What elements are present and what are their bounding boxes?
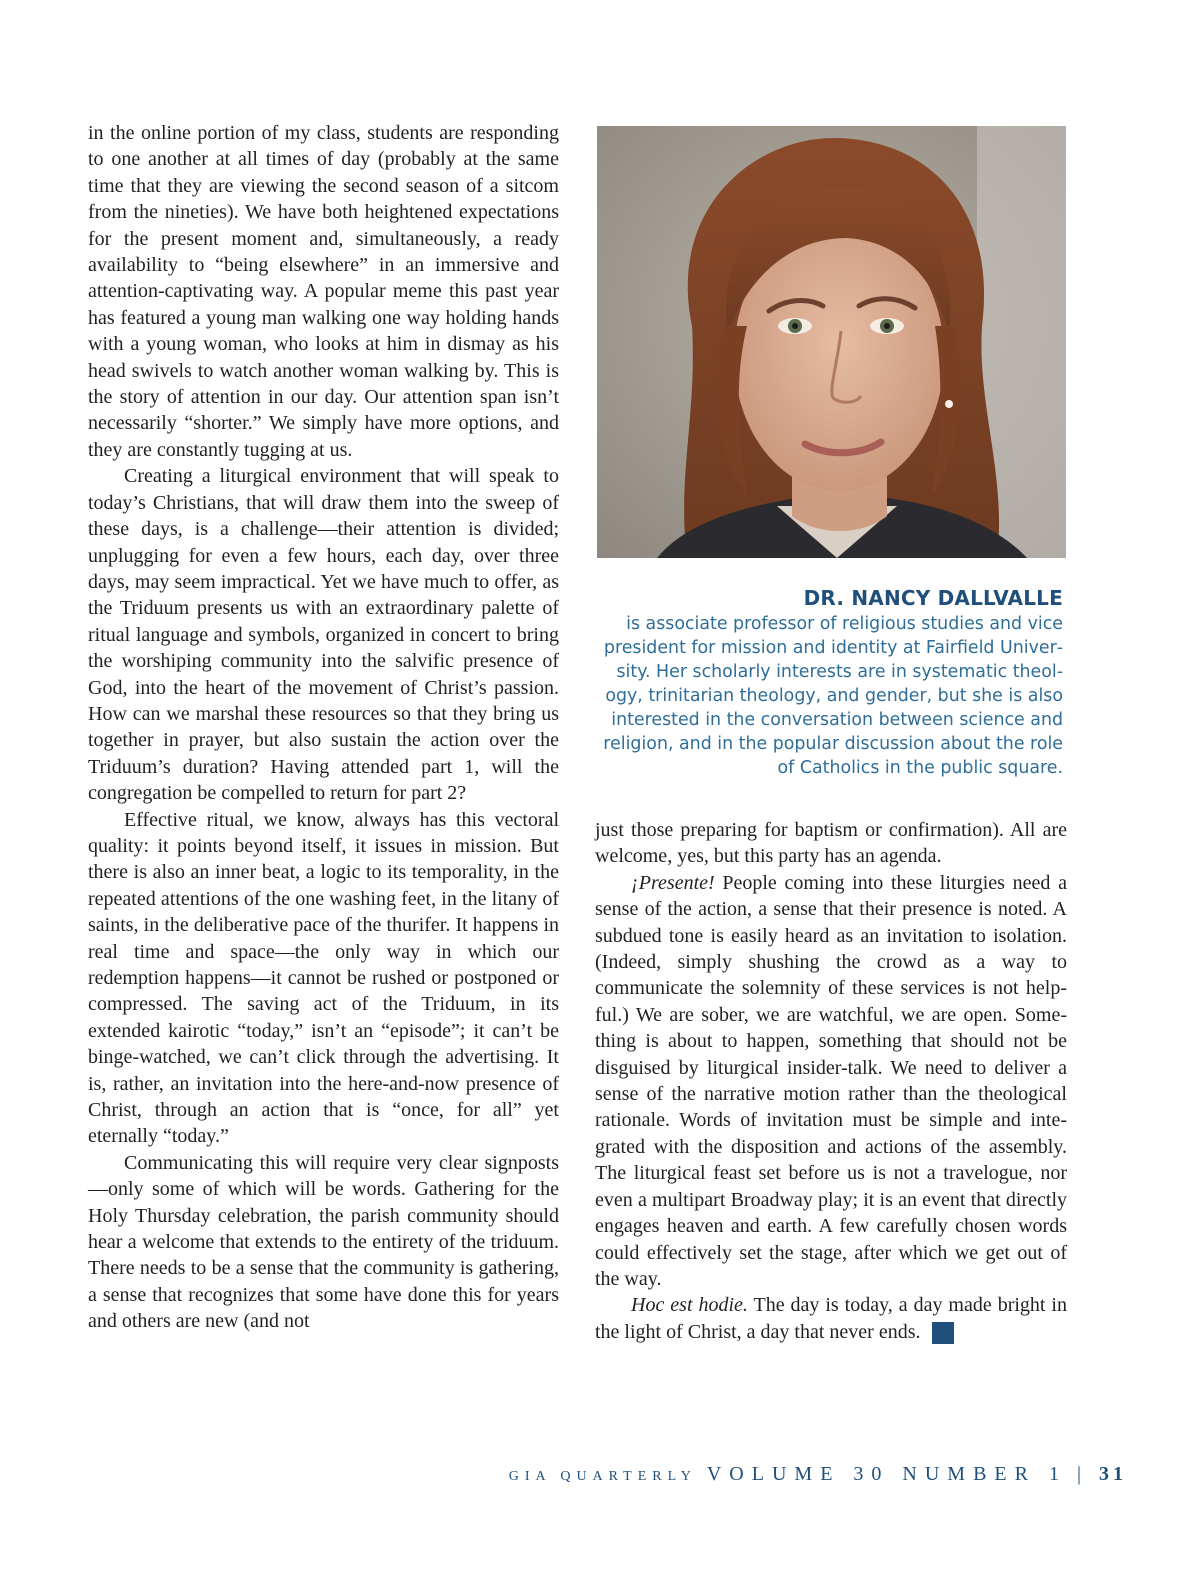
page-number: 31: [1099, 1463, 1127, 1485]
paragraph-body: People coming into these liturgies need a sense of the action, a sense that their presence is noted. A subdued tone is easily heard as an invitation to isolation. (Indeed, simply shushing the crowd as a way to communicate the solemnity of these services is not helpful.) We are sober, we are watchful, we are open. Something is about to happen, something that should not be disguised by liturgical insider-talk. We need to deliver a sense of the narrative motion rather than the theological rationale. Words of invitation must be simple and integrated with the disposition and actions of the assembly. The liturgical feast set before us is not a travelogue, nor even a multipart Broadway play; it is an event that directly engages heaven and earth. A few carefully chosen words could effectively set the stage, after which we get out of the way.: [595, 871, 1067, 1290]
footer-separator: |: [1076, 1463, 1081, 1485]
article-paragraph: in the online portion of my class, students are responding to one another at all times of day (probably at the same time that they are viewing the second season of a sitcom from the nineties). We have both heightened expectations for the present moment and, simultaneously, a ready availability to “being elsewhere” in an immersive and attention-captivating way. A popular meme this past year has featured a young man walking one way holding hands with a young woman, who looks at him in dismay as his head swivels to watch another woman walking by. This is the story of attention in our day. Our attention span isn’t necessarily “shorter.” We simply have more options, and they are constantly tugging at us.: [88, 122, 559, 461]
author-portrait-photo: [597, 126, 1066, 558]
article-paragraph: just those preparing for baptism or confirmation). All are welcome, yes, but this party has an agenda.: [595, 819, 1067, 868]
article-paragraph: Creating a liturgical environment that will speak to today’s Christians, that will draw them into the sweep of these days, is a challenge—their attention is divided; unplugging for even a few hours, each day, over three days, may seem impractical. Yet we have much to offer, as the Triduum presents us with an extraordinary palette of ritual language and symbols, organized in concert to bring the worshiping community into the salvific presence of God, into the heart of the movement of Christ’s passion. How can we marshal these resources so that they bring us together in prayer, but also sustain the action over the Triduum’s duration? Having attended part 1, will the congregation be compelled to return for part 2?: [88, 465, 559, 805]
page-footer: [509, 1463, 1127, 1486]
author-bio-caption: [597, 584, 1063, 780]
article-paragraph: Effective ritual, we know, always has this vectoral quality: it points beyond itself, it issues in mission. But there is also an inner beat, a logic to its temporality, in the repeated attentions of the one washing feet, in the litany of saints, in the deliberative pace of the thurifer. It happens in real time and space—the only way in which our redemption happens—it cannot be rushed or postponed or compressed. The saving act of the Triduum, in its extended kairotic “today,” isn’t an “episode”; it can’t be binge-watched, we can’t click through the advertising. It is, rather, an invitation into the here-and-now presence of Christ, through an action that is “once, for all” yet eternally “today.”: [88, 808, 559, 1148]
right-article-column: [595, 817, 1067, 1345]
article-paragraph: Communicating this will require very clear signposts—only some of which will be words. Gathering for the Holy Thursday celebration, the parish community should hear a welcome that extends to the entirety of the triduum. There needs to be a sense that the community is gathering, a sense that recognizes that some have done this for years and others are new (and not: [88, 1151, 559, 1333]
volume-issue: VOLUME 30 NUMBER 1: [706, 1463, 1067, 1485]
magazine-name: GIA QUARTERLY: [508, 1469, 697, 1484]
left-article-column: [88, 120, 559, 1335]
italic-lead-phrase: Hoc est hodie.: [631, 1294, 748, 1317]
author-bio: is associate professor of religious studies and vice president for mission and identity at Fairfield University. Her scholarly interests are in systematic theology, trinitarian theology, and gender, but she is also interested in the conversation between science and religion, and in the popular discussion about the role of Catholics in the public square.: [603, 614, 1063, 778]
portrait-illustration: [597, 126, 1066, 558]
article-paragraph: [595, 870, 1067, 1293]
end-of-article-square-icon: [932, 1322, 954, 1344]
author-name: DR. NANCY DALLVALLE: [803, 586, 1063, 610]
paragraph-body: The day is today, a day made bright in the light of Christ, a day that never ends.: [595, 1294, 1067, 1343]
article-paragraph: [595, 1292, 1067, 1345]
italic-lead-phrase: ¡Presente!: [631, 871, 715, 894]
